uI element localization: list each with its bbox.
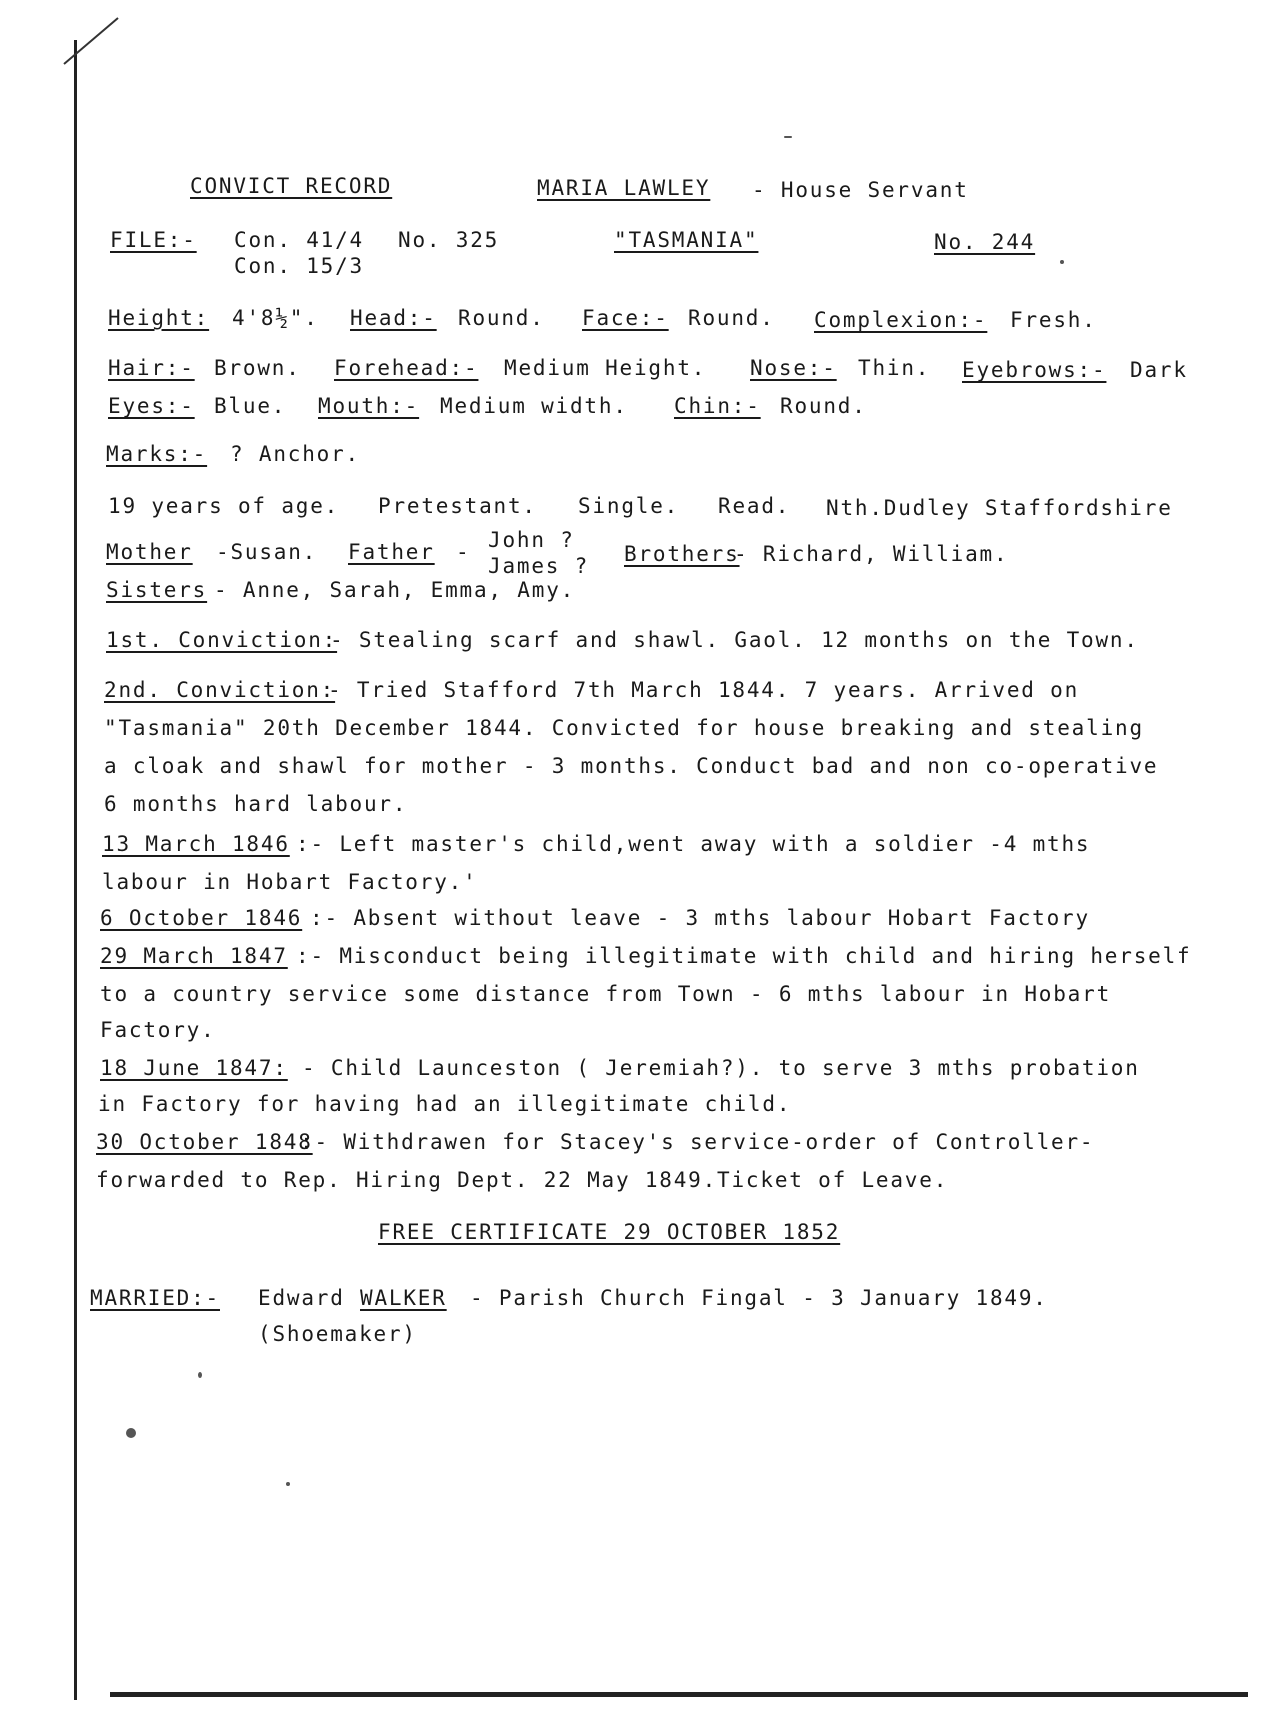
corner-tick-mark <box>62 16 132 66</box>
forehead-label: Forehead:- <box>334 356 479 380</box>
mouth-value: Medium width. <box>440 394 628 418</box>
ink-speck <box>126 1428 136 1438</box>
marks-value: ? Anchor. <box>230 442 360 466</box>
entry-1-date: 13 March 1846 <box>102 832 290 856</box>
second-conviction-line-4: 6 months hard labour. <box>104 792 408 816</box>
convict-occupation: - House Servant <box>752 178 969 202</box>
record-title: CONVICT RECORD <box>190 174 393 198</box>
father-dash: - <box>456 540 471 564</box>
complexion-value: Fresh. <box>1010 308 1097 332</box>
brothers-label: Brothers <box>624 542 740 566</box>
marital-status: Single. <box>578 494 680 518</box>
height-label: Height: <box>108 306 210 330</box>
free-certificate: FREE CERTIFICATE 29 OCTOBER 1852 <box>378 1220 841 1244</box>
entry-4-date: 18 June 1847: <box>100 1056 288 1080</box>
entry-5-date: 30 October 1848 <box>96 1130 313 1154</box>
eyebrows-label: Eyebrows:- <box>962 358 1107 382</box>
margin-rule <box>74 40 77 1700</box>
ship-name: "TASMANIA" <box>614 228 759 252</box>
father-name-1: John ? <box>488 528 575 552</box>
ship-number: No. 244 <box>934 230 1036 254</box>
married-label: MARRIED:- <box>90 1286 220 1310</box>
chin-value: Round. <box>780 394 867 418</box>
mother-label: Mother <box>106 540 193 564</box>
first-conviction-text: - Stealing scarf and shawl. Gaol. 12 months on the Town. <box>330 628 1139 652</box>
origin: Nth.Dudley Staffordshire <box>826 496 1173 520</box>
face-label: Face:- <box>582 306 669 330</box>
literacy: Read. <box>718 494 791 518</box>
ink-speck <box>1060 260 1064 264</box>
religion: Pretestant. <box>378 494 537 518</box>
first-conviction-label: 1st. Conviction: <box>106 628 338 652</box>
eyes-value: Blue. <box>214 394 287 418</box>
face-value: Round. <box>688 306 775 330</box>
forehead-value: Medium Height. <box>504 356 707 380</box>
marks-label: Marks:- <box>106 442 208 466</box>
entry-3-line-2: to a country service some distance from Town - 6 mths labour in Hobart <box>100 982 1112 1006</box>
father-name-2: James ? <box>488 554 590 578</box>
sisters-label: Sisters <box>106 578 208 602</box>
eyes-label: Eyes:- <box>108 394 195 418</box>
height-value: 4'8½". <box>232 306 319 330</box>
nose-value: Thin. <box>858 356 931 380</box>
second-conviction-line-1: - Tried Stafford 7th March 1844. 7 years. Arrived on <box>328 678 1080 702</box>
file-label: FILE:- <box>110 228 197 252</box>
entry-2-date: 6 October 1846 <box>100 906 303 930</box>
spouse-first-name: Edward <box>258 1286 345 1310</box>
father-label: Father <box>348 540 435 564</box>
nose-label: Nose:- <box>750 356 837 380</box>
sisters-value: - Anne, Sarah, Emma, Amy. <box>214 578 576 602</box>
ink-speck <box>784 136 792 138</box>
entry-4-line-2: in Factory for having had an illegitimate child. <box>98 1092 792 1116</box>
entry-1-line-2: labour in Hobart Factory.' <box>102 870 478 894</box>
entry-5-line-1: :- Withdrawen for Stacey's service-order of Controller- <box>300 1130 1095 1154</box>
convict-name: MARIA LAWLEY <box>537 176 711 200</box>
ink-speck <box>286 1482 290 1486</box>
file-ref-2: Con. 15/3 <box>234 254 364 278</box>
entry-3-date: 29 March 1847 <box>100 944 288 968</box>
complexion-label: Complexion:- <box>814 308 988 332</box>
spouse-occupation: (Shoemaker) <box>258 1322 417 1346</box>
hair-label: Hair:- <box>108 356 195 380</box>
ink-speck <box>198 1372 202 1378</box>
entry-3-line-1: :- Misconduct being illegitimate with child and hiring herself <box>296 944 1192 968</box>
brothers-value: - Richard, William. <box>734 542 1009 566</box>
mouth-label: Mouth:- <box>318 394 420 418</box>
spouse-surname: WALKER <box>360 1286 447 1310</box>
eyebrows-value: Dark <box>1130 358 1188 382</box>
head-label: Head:- <box>350 306 437 330</box>
age: 19 years of age. <box>108 494 340 518</box>
file-number: No. 325 <box>398 228 500 252</box>
entry-3-line-3: Factory. <box>100 1018 216 1042</box>
mother-value: -Susan. <box>216 540 318 564</box>
marriage-details: - Parish Church Fingal - 3 January 1849. <box>470 1286 1048 1310</box>
entry-2-line-1: :- Absent without leave - 3 mths labour Hobart Factory <box>310 906 1090 930</box>
chin-label: Chin:- <box>674 394 761 418</box>
second-conviction-line-2: "Tasmania" 20th December 1844. Convicted for house breaking and stealing <box>104 716 1144 740</box>
entry-4-line-1: - Child Launceston ( Jeremiah?). to serve 3 mths probation <box>302 1056 1140 1080</box>
entry-1-line-1: :- Left master's child,went away with a soldier -4 mths <box>296 832 1091 856</box>
second-conviction-line-3: a cloak and shawl for mother - 3 months. Conduct bad and non co-operative <box>104 754 1159 778</box>
file-ref-1: Con. 41/4 <box>234 228 364 252</box>
hair-value: Brown. <box>214 356 301 380</box>
entry-5-line-2: forwarded to Rep. Hiring Dept. 22 May 1849.Ticket of Leave. <box>96 1168 949 1192</box>
head-value: Round. <box>458 306 545 330</box>
second-conviction-label: 2nd. Conviction: <box>104 678 336 702</box>
bottom-rule <box>110 1692 1248 1697</box>
